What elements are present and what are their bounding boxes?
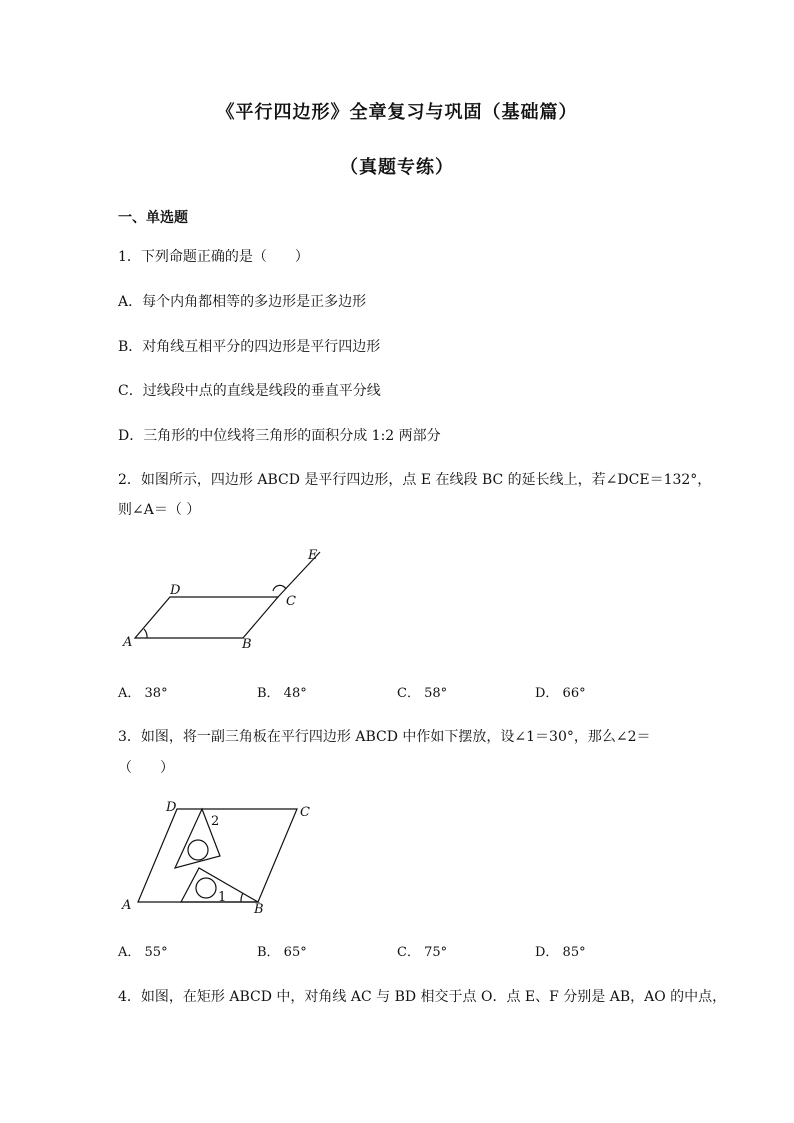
question-3-option-b: B． 65° [257,945,307,960]
question-3-option-d: D． 85° [535,945,586,960]
question-2-stem-line1: 2．如图所示，四边形 ABCD 是平行四边形，点 E 在线段 BC 的延长线上，若∠DCE＝132°， [118,472,712,488]
question-4-stem-line1: 4．如图，在矩形 ABCD 中，对角线 AC 与 BD 相交于点 O．点 E、F 分别是 AB，AO 的中点， [118,989,727,1005]
label-c: C [286,594,296,609]
label-angle-2: 2 [211,814,220,829]
question-1-stem: 1．下列命题正确的是（ ） [118,249,309,265]
label-b: B [242,637,252,652]
label-a: A [122,898,132,913]
section-heading: 一、单选题 [118,210,188,226]
question-1-option-d: D．三角形的中位线将三角形的面积分成 1:2 两部分 [118,428,441,444]
parallelogram-abcd [135,597,278,638]
question-3-stem-line1: 3．如图，将一副三角板在平行四边形 ABCD 中作如下摆放，设∠1＝30°，那么∠2＝ [118,729,651,745]
question-2-option-c: C． 58° [397,686,448,701]
label-a: A [123,635,133,650]
question-1-option-b: B．对角线互相平分的四边形是平行四边形 [118,339,381,355]
question-2-option-b: B． 48° [257,686,307,701]
label-c: C [300,805,310,820]
label-e: E [308,548,318,563]
question-1-option-a: A．每个内角都相等的多边形是正多边形 [118,294,367,310]
label-angle-1: 1 [218,890,227,905]
angle-1-arc [241,893,243,902]
question-3-option-c: C． 75° [397,945,448,960]
triangle-board-hole-lower [196,878,216,898]
triangle-board-hole-upper [188,840,208,860]
label-b: B [254,902,264,917]
page-title: 《平行四边形》全章复习与巩固（基础篇） [216,102,578,123]
question-2-stem-line2: 则∠A＝（ ） [118,502,201,518]
page-subtitle: （真题专练） [340,157,454,178]
question-2-parallelogram-figure [115,540,335,655]
question-1-option-c: C．过线段中点的直线是线段的垂直平分线 [118,383,381,399]
question-3-stem-line2: （ ） [118,760,174,776]
question-3-option-a: A． 55° [118,945,168,960]
question-2-option-a: A． 38° [118,686,168,701]
question-3-triangle-boards-figure [115,795,330,920]
label-d: D [170,583,181,598]
angle-a-arc [144,629,147,638]
question-2-option-d: D． 66° [535,686,586,701]
label-d: D [166,800,177,815]
